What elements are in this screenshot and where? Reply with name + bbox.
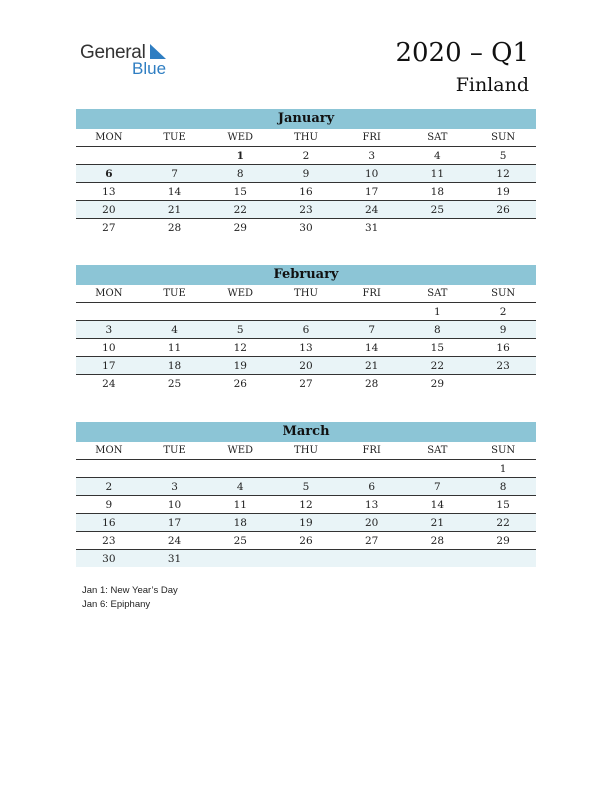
day-cell: 25 bbox=[405, 201, 471, 219]
day-cell: 16 bbox=[470, 339, 536, 357]
day-cell bbox=[339, 460, 405, 478]
week-row bbox=[76, 303, 536, 321]
weekday-label: FRI bbox=[339, 442, 405, 460]
month-title: February bbox=[76, 265, 536, 285]
day-cell: 10 bbox=[339, 165, 405, 183]
day-cell: 31 bbox=[364, 221, 379, 234]
day-cell: 19 bbox=[470, 183, 536, 201]
month-title: March bbox=[76, 422, 536, 442]
day-cell: 21 bbox=[142, 201, 208, 219]
generalblue-logo bbox=[80, 40, 190, 80]
calendar-grid bbox=[76, 442, 536, 567]
day-cell bbox=[207, 303, 273, 321]
day-cell: 14 bbox=[339, 339, 405, 357]
day-cell bbox=[207, 550, 273, 568]
day-cell: 2 bbox=[470, 303, 536, 321]
day-cell: 3 bbox=[76, 321, 142, 339]
day-cell bbox=[76, 147, 142, 165]
weekday-header-row bbox=[76, 129, 536, 147]
month-january bbox=[76, 109, 536, 236]
weekday-header-row bbox=[76, 442, 536, 460]
week-row bbox=[76, 375, 536, 393]
day-cell: 14 bbox=[405, 496, 471, 514]
day-cell: 21 bbox=[405, 514, 471, 532]
weekday-label: MON bbox=[76, 285, 142, 303]
day-cell: 17 bbox=[142, 514, 208, 532]
day-cell bbox=[142, 460, 208, 478]
day-cell: 23 bbox=[470, 357, 536, 375]
day-cell: 14 bbox=[142, 183, 208, 201]
page-title: 2020 – Q1 bbox=[395, 38, 529, 68]
day-cell: 9 bbox=[76, 496, 142, 514]
weekday-header-row bbox=[76, 285, 536, 303]
day-cell: 13 bbox=[76, 183, 142, 201]
day-cell: 28 bbox=[167, 221, 182, 234]
day-cell: 5 bbox=[470, 147, 536, 165]
weekday-label: THU bbox=[273, 442, 339, 460]
day-cell bbox=[405, 460, 471, 478]
weekday-label: WED bbox=[207, 442, 273, 460]
day-cell bbox=[470, 550, 536, 568]
month-march bbox=[76, 422, 536, 567]
day-cell: 18 bbox=[207, 514, 273, 532]
day-cell: 7 bbox=[142, 165, 208, 183]
day-cell: 22 bbox=[405, 357, 471, 375]
day-cell: 4 bbox=[207, 478, 273, 496]
day-cell: 8 bbox=[470, 478, 536, 496]
weekday-label: MON bbox=[76, 442, 142, 460]
day-cell: 15 bbox=[470, 496, 536, 514]
day-cell: 9 bbox=[470, 321, 536, 339]
day-cell: 5 bbox=[207, 321, 273, 339]
day-cell: 16 bbox=[76, 514, 142, 532]
day-cell: 29 bbox=[233, 221, 247, 234]
day-cell: 12 bbox=[273, 496, 339, 514]
day-cell bbox=[76, 460, 142, 478]
weekday-label: SUN bbox=[470, 129, 536, 147]
day-cell: 19 bbox=[273, 514, 339, 532]
day-cell: 7 bbox=[339, 321, 405, 339]
day-cell: 24 bbox=[339, 201, 405, 219]
week-row bbox=[76, 219, 536, 237]
day-cell bbox=[142, 303, 208, 321]
weekday-label: FRI bbox=[339, 129, 405, 147]
day-cell bbox=[339, 303, 405, 321]
day-cell: 16 bbox=[273, 183, 339, 201]
day-cell: 11 bbox=[405, 165, 471, 183]
calendar-grid bbox=[76, 129, 536, 236]
week-row bbox=[76, 460, 536, 478]
day-cell: 7 bbox=[405, 478, 471, 496]
day-cell: 20 bbox=[273, 357, 339, 375]
week-row bbox=[76, 357, 536, 375]
day-cell: 15 bbox=[207, 183, 273, 201]
day-cell: 24 bbox=[102, 377, 116, 390]
day-cell: 1 bbox=[405, 303, 471, 321]
week-row bbox=[76, 147, 536, 165]
day-cell: 4 bbox=[405, 147, 471, 165]
day-cell: 15 bbox=[405, 339, 471, 357]
weekday-label: WED bbox=[207, 129, 273, 147]
week-row bbox=[76, 183, 536, 201]
holiday-notes bbox=[82, 584, 178, 612]
weekday-label: TUE bbox=[142, 285, 208, 303]
day-cell: 12 bbox=[207, 339, 273, 357]
day-cell: 26 bbox=[273, 532, 339, 550]
logo-blue-text: Blue bbox=[132, 59, 167, 78]
day-cell: 17 bbox=[339, 183, 405, 201]
day-cell: 4 bbox=[142, 321, 208, 339]
month-title: January bbox=[76, 109, 536, 129]
day-cell: 11 bbox=[142, 339, 208, 357]
day-cell bbox=[207, 460, 273, 478]
month-february bbox=[76, 265, 536, 392]
day-cell: 23 bbox=[273, 201, 339, 219]
day-cell: 27 bbox=[339, 532, 405, 550]
day-cell bbox=[76, 303, 142, 321]
day-cell: 30 bbox=[76, 550, 142, 568]
day-cell bbox=[470, 219, 536, 237]
weekday-label: SUN bbox=[470, 442, 536, 460]
week-row bbox=[76, 550, 536, 568]
week-row bbox=[76, 339, 536, 357]
day-cell: 10 bbox=[76, 339, 142, 357]
day-cell: 31 bbox=[142, 550, 208, 568]
logo-flag-icon bbox=[148, 42, 168, 62]
day-cell: 23 bbox=[76, 532, 142, 550]
country-name: Finland bbox=[455, 74, 529, 96]
day-cell: 18 bbox=[142, 357, 208, 375]
weekday-label: SAT bbox=[405, 285, 471, 303]
holiday-note: Jan 6: Epiphany bbox=[82, 599, 151, 610]
weekday-label: THU bbox=[273, 129, 339, 147]
day-cell: 10 bbox=[142, 496, 208, 514]
week-row bbox=[76, 321, 536, 339]
day-cell: 1 bbox=[470, 460, 536, 478]
day-cell: 13 bbox=[273, 339, 339, 357]
day-cell: 6 bbox=[76, 165, 142, 183]
logo-general-text: General bbox=[80, 42, 146, 63]
day-cell: 20 bbox=[76, 201, 142, 219]
day-cell bbox=[273, 550, 339, 568]
day-cell: 25 bbox=[207, 532, 273, 550]
day-cell: 28 bbox=[364, 377, 379, 390]
weekday-label: SAT bbox=[405, 442, 471, 460]
day-cell: 24 bbox=[142, 532, 208, 550]
week-row bbox=[76, 514, 536, 532]
day-cell: 30 bbox=[299, 221, 313, 234]
week-row bbox=[76, 201, 536, 219]
day-cell bbox=[405, 219, 471, 237]
day-cell: 11 bbox=[207, 496, 273, 514]
calendar-grid bbox=[76, 285, 536, 392]
day-cell: 18 bbox=[405, 183, 471, 201]
day-cell bbox=[273, 303, 339, 321]
day-cell: 26 bbox=[470, 201, 536, 219]
weekday-label: THU bbox=[273, 285, 339, 303]
day-cell: 29 bbox=[470, 532, 536, 550]
day-cell: 5 bbox=[273, 478, 339, 496]
day-cell: 28 bbox=[405, 532, 471, 550]
day-cell: 20 bbox=[339, 514, 405, 532]
day-cell: 2 bbox=[76, 478, 142, 496]
day-cell bbox=[339, 550, 405, 568]
day-cell: 21 bbox=[339, 357, 405, 375]
day-cell bbox=[273, 460, 339, 478]
weekday-label: TUE bbox=[142, 129, 208, 147]
day-cell: 6 bbox=[273, 321, 339, 339]
day-cell bbox=[470, 375, 536, 393]
day-cell: 8 bbox=[405, 321, 471, 339]
day-cell: 27 bbox=[102, 221, 116, 234]
week-row bbox=[76, 496, 536, 514]
day-cell: 17 bbox=[76, 357, 142, 375]
weekday-label: WED bbox=[207, 285, 273, 303]
day-cell: 29 bbox=[430, 377, 445, 390]
week-row bbox=[76, 478, 536, 496]
day-cell: 12 bbox=[470, 165, 536, 183]
day-cell: 13 bbox=[339, 496, 405, 514]
day-cell: 22 bbox=[207, 201, 273, 219]
weekday-label: FRI bbox=[339, 285, 405, 303]
day-cell bbox=[405, 550, 471, 568]
day-cell: 22 bbox=[470, 514, 536, 532]
week-row bbox=[76, 165, 536, 183]
holiday-note: Jan 1: New Year’s Day bbox=[82, 585, 178, 596]
day-cell: 3 bbox=[142, 478, 208, 496]
day-cell: 26 bbox=[233, 377, 247, 390]
weekday-label: SUN bbox=[470, 285, 536, 303]
day-cell: 8 bbox=[207, 165, 273, 183]
day-cell bbox=[142, 147, 208, 165]
day-cell: 3 bbox=[339, 147, 405, 165]
week-row bbox=[76, 532, 536, 550]
weekday-label: MON bbox=[76, 129, 142, 147]
day-cell: 19 bbox=[207, 357, 273, 375]
day-cell: 6 bbox=[339, 478, 405, 496]
day-cell: 25 bbox=[167, 377, 182, 390]
day-cell: 9 bbox=[273, 165, 339, 183]
day-cell: 1 bbox=[207, 147, 273, 165]
weekday-label: SAT bbox=[405, 129, 471, 147]
weekday-label: TUE bbox=[142, 442, 208, 460]
day-cell: 2 bbox=[273, 147, 339, 165]
day-cell: 27 bbox=[299, 377, 313, 390]
